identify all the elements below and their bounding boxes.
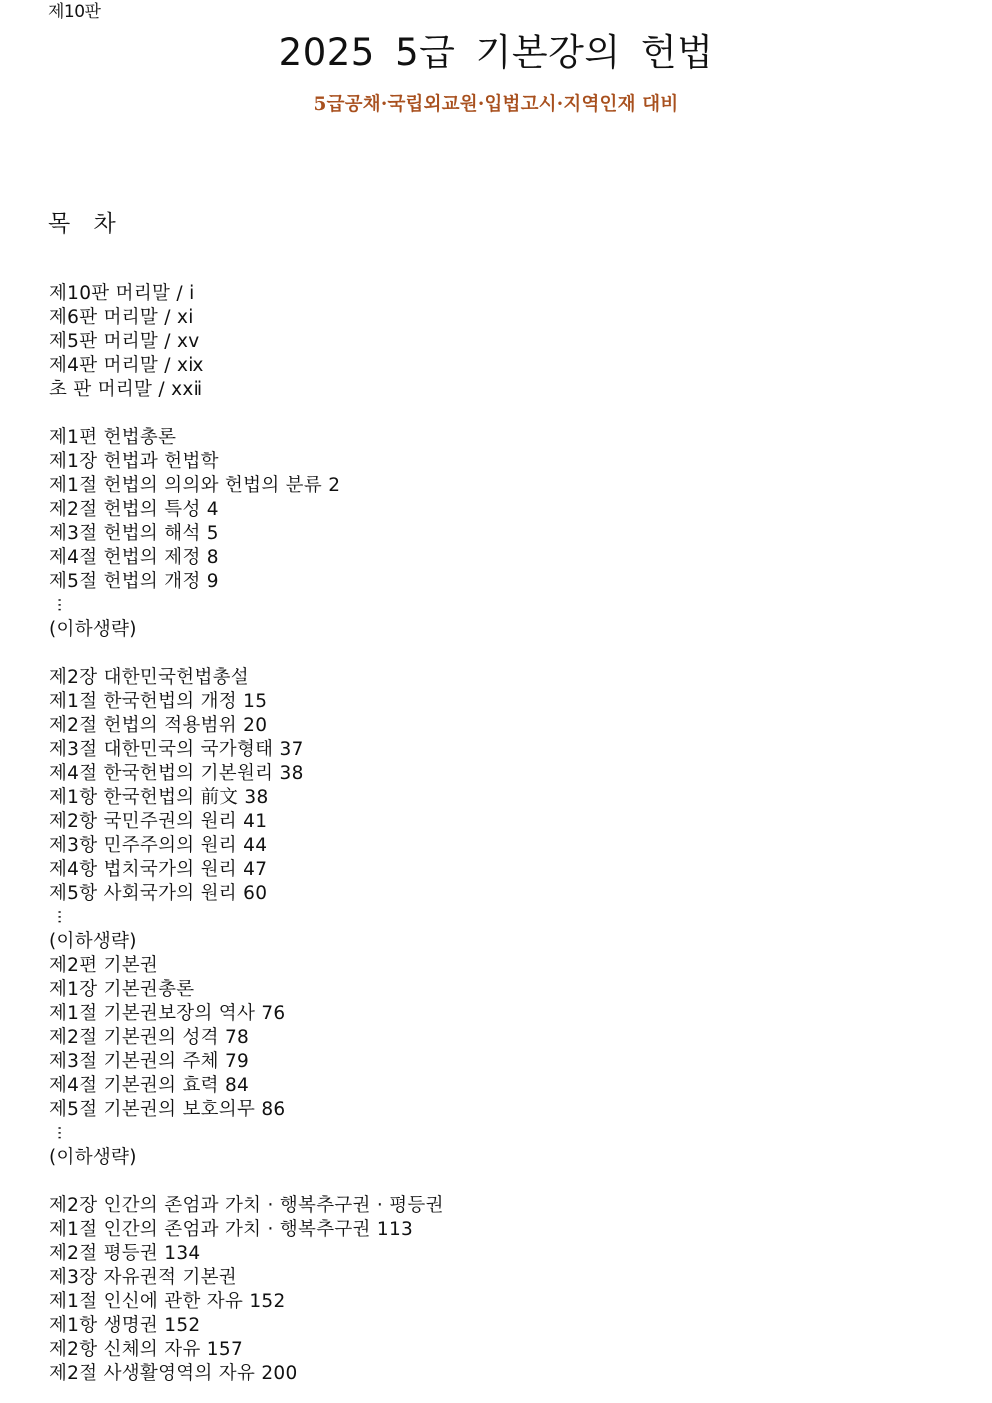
book-title: 2025 5급 기본강의 헌법 — [278, 31, 714, 74]
table-of-contents — [49, 282, 949, 1386]
toc-entry-section: 제2절 사생활영역의 자유 200 — [49, 1363, 298, 1384]
toc-entry-preface: 제4판 머리말 / ⅹⅸ — [49, 355, 204, 376]
toc-entry-section: 제1절 한국헌법의 개정 15 — [49, 691, 268, 712]
toc-entry-subsection: 제2항 신체의 자유 157 — [49, 1339, 244, 1360]
toc-entry-subsection: 제3항 민주주의의 원리 44 — [49, 835, 268, 856]
toc-spacer — [49, 642, 949, 666]
toc-entry-subsection: 제4항 법치국가의 원리 47 — [49, 859, 268, 880]
toc-entry-section: 제4절 헌법의 제정 8 — [49, 547, 219, 568]
toc-entry-section: 제2절 평등권 134 — [49, 1243, 201, 1264]
vertical-ellipsis: ⋯ — [49, 597, 70, 612]
vertical-ellipsis: ⋯ — [49, 1125, 70, 1140]
toc-entry-section: 제2절 헌법의 특성 4 — [49, 499, 219, 520]
toc-entry-preface: 제10판 머리말 / ⅰ — [49, 283, 195, 304]
toc-heading: 목 차 — [48, 211, 124, 237]
toc-entry-subsection: 제1항 생명권 152 — [49, 1315, 201, 1336]
toc-omitted-note: (이하생략) — [49, 1147, 137, 1168]
toc-entry-chapter: 제3장 자유권적 기본권 — [49, 1267, 237, 1288]
toc-entry-section: 제3절 기본권의 주체 79 — [49, 1051, 250, 1072]
toc-entry-section: 제2절 기본권의 성격 78 — [49, 1027, 250, 1048]
toc-entry-subsection: 제2항 국민주권의 원리 41 — [49, 811, 268, 832]
toc-entry-chapter: 제1장 헌법과 헌법학 — [49, 451, 219, 472]
toc-spacer — [49, 1170, 949, 1194]
toc-entry-subsection: 제1항 한국헌법의 前文 38 — [49, 787, 269, 808]
vertical-ellipsis: ⋯ — [49, 909, 70, 924]
toc-omitted-note: (이하생략) — [49, 931, 137, 952]
toc-entry-section: 제1절 기본권보장의 역사 76 — [49, 1003, 286, 1024]
toc-spacer — [49, 402, 949, 426]
edition-label: 제10판 — [48, 2, 101, 22]
toc-entry-preface: 초 판 머리말 / ⅹⅹⅱ — [49, 379, 203, 400]
toc-omitted-note: (이하생략) — [49, 619, 137, 640]
toc-entry-section: 제1절 헌법의 의의와 헌법의 분류 2 — [49, 475, 341, 496]
toc-entry-section: 제3절 대한민국의 국가형태 37 — [49, 739, 304, 760]
toc-entry-section: 제1절 인신에 관한 자유 152 — [49, 1291, 286, 1312]
toc-entry-preface: 제6판 머리말 / ⅹⅰ — [49, 307, 194, 328]
toc-entry-section: 제3절 헌법의 해석 5 — [49, 523, 219, 544]
toc-entry-section: 제1절 인간의 존엄과 가치 · 행복추구권 113 — [49, 1219, 414, 1240]
toc-entry-section: 제2절 헌법의 적용범위 20 — [49, 715, 268, 736]
toc-entry-part: 제1편 헌법총론 — [49, 427, 177, 448]
toc-entry-subsection: 제5항 사회국가의 원리 60 — [49, 883, 268, 904]
toc-entry-section: 제5절 기본권의 보호의무 86 — [49, 1099, 286, 1120]
toc-entry-section: 제4절 한국헌법의 기본원리 38 — [49, 763, 304, 784]
toc-entry-chapter: 제2장 대한민국헌법총설 — [49, 667, 249, 688]
toc-entry-section: 제5절 헌법의 개정 9 — [49, 571, 219, 592]
book-subtitle: 5급공채·국립외교원·입법고시·지역인재 대비 — [313, 94, 679, 115]
toc-entry-section: 제4절 기본권의 효력 84 — [49, 1075, 250, 1096]
toc-entry-chapter: 제2장 인간의 존엄과 가치 · 행복추구권 · 평등권 — [49, 1195, 444, 1216]
toc-entry-part: 제2편 기본권 — [49, 955, 159, 976]
toc-entry-chapter: 제1장 기본권총론 — [49, 979, 195, 1000]
toc-entry-preface: 제5판 머리말 / ⅹⅴ — [49, 331, 200, 352]
